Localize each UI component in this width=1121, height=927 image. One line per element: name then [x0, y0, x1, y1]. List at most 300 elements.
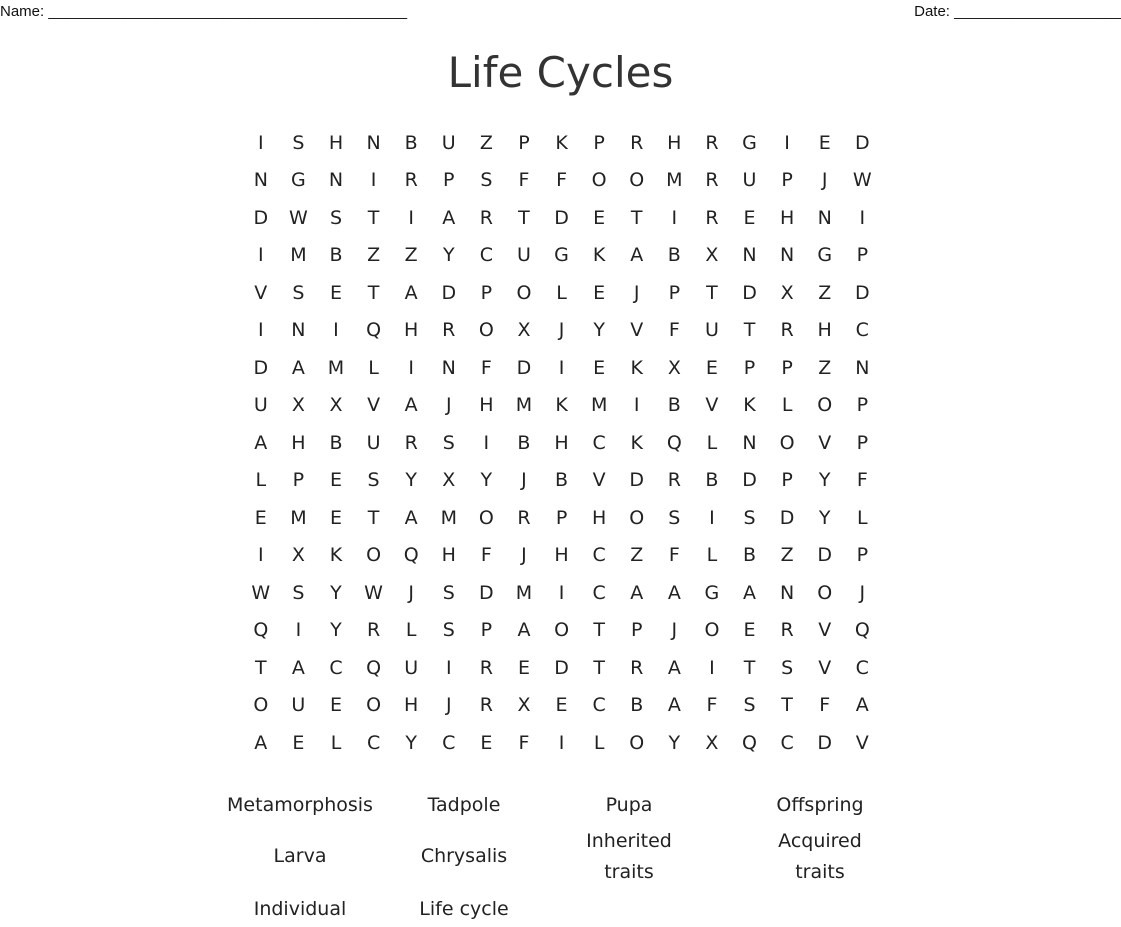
grid-cell: V	[254, 281, 268, 304]
grid-cell: F	[668, 319, 680, 342]
grid-cell: I	[408, 206, 414, 229]
grid-cell: J	[671, 619, 678, 642]
grid-cell: O	[704, 619, 720, 642]
word-item: Tadpole	[427, 794, 501, 816]
grid-cell: C	[592, 431, 606, 454]
word-item: Individual	[253, 898, 347, 920]
grid-cell: K	[630, 431, 643, 454]
grid-cell: U	[253, 394, 268, 417]
grid-cell: E	[743, 206, 756, 229]
grid-cell: T	[706, 281, 718, 304]
grid-cell: T	[367, 206, 380, 229]
date-field: Date: ____________________	[914, 3, 1121, 20]
grid-cell: R	[705, 169, 719, 192]
grid-cell: I	[295, 619, 302, 642]
grid-cell: B	[329, 431, 343, 454]
grid-cell: H	[328, 131, 344, 154]
grid-cell: K	[743, 394, 756, 417]
page-title: Life Cycles	[447, 48, 674, 97]
grid-cell: Y	[405, 731, 417, 754]
grid-cell: S	[367, 469, 380, 492]
grid-cell: S	[442, 431, 455, 454]
grid-cell: P	[856, 244, 869, 267]
grid-cell: O	[591, 169, 607, 192]
grid-cell: H	[667, 131, 682, 154]
grid-cell: A	[404, 281, 418, 304]
grid-cell: B	[329, 244, 343, 267]
grid-cell: W	[251, 581, 271, 604]
grid-cell: K	[555, 131, 568, 154]
grid-cell: M	[290, 244, 307, 267]
grid-cell: I	[370, 169, 377, 192]
grid-cell: D	[817, 544, 833, 567]
grid-cell: I	[709, 506, 715, 529]
grid-cell: A	[404, 506, 418, 529]
grid-cell: O	[629, 731, 645, 754]
grid-cell: O	[779, 431, 795, 454]
grid-cell: I	[483, 431, 490, 454]
grid-cell: R	[780, 619, 794, 642]
grid-cell: C	[592, 694, 606, 717]
grid-cell: C	[855, 319, 869, 342]
grid-cell: A	[667, 694, 681, 717]
grid-cell: M	[327, 356, 345, 379]
grid-cell: P	[743, 356, 756, 379]
grid-cell: L	[330, 731, 342, 754]
grid-cell: B	[630, 694, 644, 717]
grid-cell: A	[442, 206, 456, 229]
grid-cell: Q	[666, 431, 682, 454]
grid-cell: N	[291, 319, 306, 342]
word-search-grid	[242, 124, 881, 762]
grid-cell: Z	[479, 131, 493, 154]
grid-cell: W	[288, 206, 308, 229]
grid-cell: V	[705, 394, 719, 417]
grid-cell: N	[855, 356, 870, 379]
grid-cell: T	[781, 694, 793, 717]
grid-cell: P	[443, 169, 455, 192]
grid-cell: B	[667, 394, 681, 417]
word-item: Life cycle	[419, 898, 509, 920]
grid-cell: F	[556, 169, 568, 192]
grid-cell: E	[743, 619, 756, 642]
grid-cell: E	[329, 506, 342, 529]
grid-cell: D	[253, 356, 269, 379]
grid-cell: T	[367, 281, 380, 304]
grid-cell: N	[780, 244, 795, 267]
grid-cell: O	[817, 581, 833, 604]
grid-cell: M	[590, 394, 608, 417]
grid-cell: R	[517, 506, 531, 529]
grid-cell: P	[480, 281, 493, 304]
grid-cell: F	[480, 544, 492, 567]
grid-cell: E	[555, 694, 568, 717]
grid-cell: E	[705, 356, 718, 379]
grid-cell: R	[667, 469, 681, 492]
grid-cell: O	[366, 544, 382, 567]
grid-cell: L	[706, 431, 718, 454]
grid-cell: Y	[405, 469, 417, 492]
grid-cell: U	[742, 169, 757, 192]
grid-cell: Q	[854, 619, 870, 642]
grid-cell: E	[593, 206, 606, 229]
grid-cell: A	[855, 694, 869, 717]
grid-cell: E	[593, 356, 606, 379]
grid-cell: F	[518, 731, 530, 754]
grid-cell: C	[592, 544, 606, 567]
grid-cell: A	[254, 431, 268, 454]
grid-cell: U	[441, 131, 456, 154]
grid-cell: P	[631, 619, 643, 642]
grid-cell: B	[667, 244, 681, 267]
grid-cell: D	[817, 731, 833, 754]
grid-cell: G	[554, 244, 569, 267]
grid-cell: T	[743, 656, 756, 679]
grid-cell: I	[257, 244, 264, 267]
grid-cell: P	[555, 506, 568, 529]
grid-cell: W	[852, 169, 872, 192]
grid-cell: P	[518, 131, 530, 154]
grid-cell: I	[257, 544, 264, 567]
grid-cell: F	[819, 694, 831, 717]
grid-cell: F	[518, 169, 530, 192]
grid-cell: S	[743, 694, 756, 717]
grid-cell: E	[517, 656, 530, 679]
grid-cell: G	[291, 169, 306, 192]
grid-cell: D	[742, 281, 757, 304]
grid-cell: T	[367, 506, 380, 529]
grid-cell: E	[329, 694, 342, 717]
grid-cell: E	[593, 281, 606, 304]
grid-cell: R	[442, 319, 456, 342]
grid-cell: J	[445, 394, 452, 417]
grid-cell: S	[480, 169, 493, 192]
grid-cell: R	[366, 619, 381, 642]
grid-cell: U	[291, 694, 306, 717]
grid-cell: Q	[366, 656, 382, 679]
grid-cell: S	[743, 506, 756, 529]
grid-cell: A	[667, 656, 681, 679]
grid-cell: G	[704, 581, 720, 604]
grid-cell: H	[779, 206, 795, 229]
grid-cell: P	[781, 169, 793, 192]
grid-cell: R	[404, 169, 418, 192]
grid-cell: S	[292, 581, 305, 604]
grid-cell: J	[445, 694, 452, 717]
grid-cell: Q	[403, 544, 419, 567]
grid-cell: E	[329, 469, 342, 492]
grid-cell: Y	[818, 506, 831, 529]
grid-cell: I	[558, 731, 565, 754]
grid-cell: P	[292, 469, 305, 492]
grid-cell: A	[291, 356, 305, 379]
grid-cell: F	[480, 356, 492, 379]
grid-cell: Y	[330, 619, 342, 642]
grid-cell: J	[821, 169, 828, 192]
grid-cell: A	[517, 619, 531, 642]
grid-cell: T	[593, 656, 605, 679]
grid-cell: W	[364, 581, 383, 604]
grid-cell: P	[781, 469, 793, 492]
grid-cell: M	[666, 169, 683, 192]
grid-cell: X	[517, 319, 531, 342]
grid-cell: J	[558, 319, 565, 342]
grid-cell: C	[855, 656, 869, 679]
grid-cell: D	[854, 131, 870, 154]
grid-cell: D	[554, 656, 569, 679]
grid-cell: A	[291, 656, 305, 679]
grid-cell: F	[668, 544, 680, 567]
grid-cell: H	[441, 544, 456, 567]
grid-cell: B	[404, 131, 418, 154]
grid-cell: E	[254, 506, 267, 529]
word-item: Offspring	[776, 794, 864, 816]
grid-cell: A	[743, 581, 757, 604]
grid-cell: P	[856, 431, 869, 454]
grid-cell: K	[592, 244, 606, 267]
grid-cell: D	[779, 506, 795, 529]
grid-cell: V	[818, 656, 832, 679]
grid-cell: I	[709, 656, 715, 679]
grid-cell: F	[706, 694, 718, 717]
grid-cell: I	[558, 581, 565, 604]
grid-cell: A	[404, 394, 418, 417]
word-item: Acquired traits	[778, 830, 862, 883]
grid-cell: F	[856, 469, 868, 492]
word-item: Metamorphosis	[227, 794, 373, 816]
grid-cell: T	[254, 656, 267, 679]
grid-cell: X	[780, 281, 794, 304]
grid-cell: Z	[818, 281, 832, 304]
grid-cell: Q	[253, 619, 269, 642]
grid-cell: E	[329, 281, 342, 304]
grid-cell: K	[630, 356, 643, 379]
grid-cell: I	[408, 356, 414, 379]
grid-cell: L	[857, 506, 868, 529]
grid-cell: X	[329, 394, 343, 417]
grid-cell: O	[253, 694, 269, 717]
grid-cell: Y	[668, 731, 681, 754]
grid-cell: V	[818, 619, 832, 642]
grid-cell: C	[366, 731, 381, 754]
grid-cell: R	[705, 131, 719, 154]
grid-cell: D	[253, 206, 269, 229]
grid-cell: L	[368, 356, 379, 379]
grid-cell: N	[253, 169, 268, 192]
grid-cell: U	[404, 656, 419, 679]
grid-cell: T	[743, 319, 756, 342]
grid-cell: D	[629, 469, 645, 492]
grid-cell: X	[442, 469, 456, 492]
grid-cell: U	[366, 431, 381, 454]
grid-cell: N	[817, 206, 832, 229]
grid-cell: L	[706, 544, 718, 567]
grid-cell: X	[667, 356, 681, 379]
grid-cell: R	[479, 656, 493, 679]
grid-cell: X	[705, 731, 719, 754]
grid-cell: D	[441, 281, 457, 304]
grid-cell: R	[479, 206, 493, 229]
grid-cell: J	[859, 581, 866, 604]
grid-cell: L	[593, 731, 605, 754]
grid-cell: G	[742, 131, 757, 154]
grid-cell: M	[515, 581, 533, 604]
grid-cell: V	[592, 469, 606, 492]
grid-cell: J	[521, 544, 527, 567]
grid-cell: P	[668, 281, 681, 304]
grid-cell: H	[554, 544, 569, 567]
name-field: Name: ___________________________________________	[0, 3, 408, 20]
grid-cell: Y	[593, 319, 605, 342]
grid-cell: B	[555, 469, 569, 492]
grid-cell: J	[408, 581, 414, 604]
grid-cell: O	[629, 169, 645, 192]
grid-cell: R	[404, 431, 418, 454]
grid-cell: I	[333, 319, 339, 342]
grid-cell: L	[255, 469, 267, 492]
grid-cell: M	[515, 394, 533, 417]
grid-cell: K	[329, 544, 343, 567]
grid-cell: V	[855, 731, 869, 754]
word-item: Larva	[273, 845, 327, 867]
grid-cell: Q	[742, 731, 757, 754]
grid-cell: H	[817, 319, 832, 342]
grid-cell: N	[742, 244, 757, 267]
grid-cell: N	[366, 131, 381, 154]
grid-cell: U	[704, 319, 719, 342]
grid-cell: H	[591, 506, 607, 529]
grid-cell: Y	[442, 244, 455, 267]
grid-cell: O	[817, 394, 833, 417]
grid-cell: D	[742, 469, 757, 492]
grid-cell: L	[556, 281, 567, 304]
grid-cell: R	[479, 694, 493, 717]
grid-cell: Z	[404, 244, 418, 267]
word-item: Inherited traits	[586, 830, 672, 883]
grid-cell: O	[366, 694, 382, 717]
grid-cell: Z	[630, 544, 644, 567]
grid-cell: O	[516, 281, 532, 304]
grid-cell: C	[329, 656, 343, 679]
grid-cell: R	[630, 131, 644, 154]
grid-cell: X	[291, 544, 305, 567]
grid-cell: B	[517, 431, 531, 454]
grid-cell: C	[780, 731, 794, 754]
grid-cell: E	[480, 731, 493, 754]
grid-cell: I	[257, 319, 264, 342]
grid-cell: Z	[818, 356, 832, 379]
grid-cell: Y	[818, 469, 831, 492]
grid-cell: S	[329, 206, 343, 229]
grid-cell: V	[818, 431, 832, 454]
grid-cell: S	[442, 619, 455, 642]
grid-cell: A	[630, 581, 644, 604]
grid-cell: T	[518, 206, 530, 229]
grid-cell: S	[781, 656, 794, 679]
grid-cell: O	[478, 506, 494, 529]
grid-cell: C	[479, 244, 493, 267]
grid-cell: Q	[366, 319, 382, 342]
grid-cell: D	[854, 281, 870, 304]
grid-cell: C	[592, 581, 606, 604]
grid-cell: I	[257, 131, 264, 154]
grid-cell: R	[705, 206, 719, 229]
grid-cell: N	[742, 431, 757, 454]
grid-cell: V	[630, 319, 644, 342]
grid-cell: V	[367, 394, 381, 417]
grid-cell: H	[479, 394, 494, 417]
grid-cell: S	[442, 581, 455, 604]
grid-cell: X	[705, 244, 719, 267]
grid-cell: Y	[330, 581, 342, 604]
grid-cell: N	[441, 356, 456, 379]
grid-cell: I	[558, 356, 565, 379]
grid-cell: L	[405, 619, 417, 642]
grid-cell: I	[784, 131, 790, 154]
grid-cell: A	[254, 731, 268, 754]
grid-cell: N	[780, 581, 795, 604]
grid-cell: E	[818, 131, 831, 154]
grid-cell: Z	[367, 244, 381, 267]
grid-cell: S	[668, 506, 681, 529]
grid-cell: P	[593, 131, 605, 154]
grid-cell: P	[781, 356, 793, 379]
grid-cell: I	[445, 656, 452, 679]
grid-cell: M	[440, 506, 457, 529]
grid-cell: B	[705, 469, 719, 492]
grid-cell: D	[554, 206, 569, 229]
grid-cell: H	[404, 694, 419, 717]
grid-cell: K	[555, 394, 568, 417]
grid-cell: O	[629, 506, 645, 529]
grid-cell: R	[630, 656, 644, 679]
grid-cell: A	[667, 581, 681, 604]
grid-cell: L	[781, 394, 793, 417]
grid-cell: A	[630, 244, 644, 267]
grid-cell: P	[480, 619, 493, 642]
grid-cell: N	[328, 169, 344, 192]
grid-cell: C	[442, 731, 456, 754]
grid-cell: R	[780, 319, 794, 342]
grid-cell: B	[742, 544, 757, 567]
grid-cell: O	[554, 619, 570, 642]
grid-cell: H	[404, 319, 419, 342]
grid-cell: E	[292, 731, 305, 754]
grid-cell: T	[593, 619, 605, 642]
grid-cell: T	[630, 206, 643, 229]
grid-cell: Y	[480, 469, 493, 492]
grid-cell: I	[633, 394, 640, 417]
grid-cell: P	[856, 394, 869, 417]
grid-cell: D	[479, 581, 494, 604]
grid-cell: M	[290, 506, 307, 529]
grid-cell: U	[516, 244, 531, 267]
grid-cell: P	[856, 544, 869, 567]
grid-cell: G	[817, 244, 833, 267]
grid-cell: X	[291, 394, 305, 417]
grid-cell: S	[292, 281, 305, 304]
grid-cell: I	[859, 206, 866, 229]
grid-cell: Z	[780, 544, 794, 567]
grid-cell: H	[291, 431, 306, 454]
grid-cell: S	[292, 131, 305, 154]
word-item: Pupa	[605, 794, 653, 816]
grid-cell: O	[478, 319, 494, 342]
grid-cell: J	[521, 469, 527, 492]
word-item: Chrysalis	[420, 845, 508, 867]
grid-cell: X	[517, 694, 531, 717]
grid-cell: H	[554, 431, 569, 454]
